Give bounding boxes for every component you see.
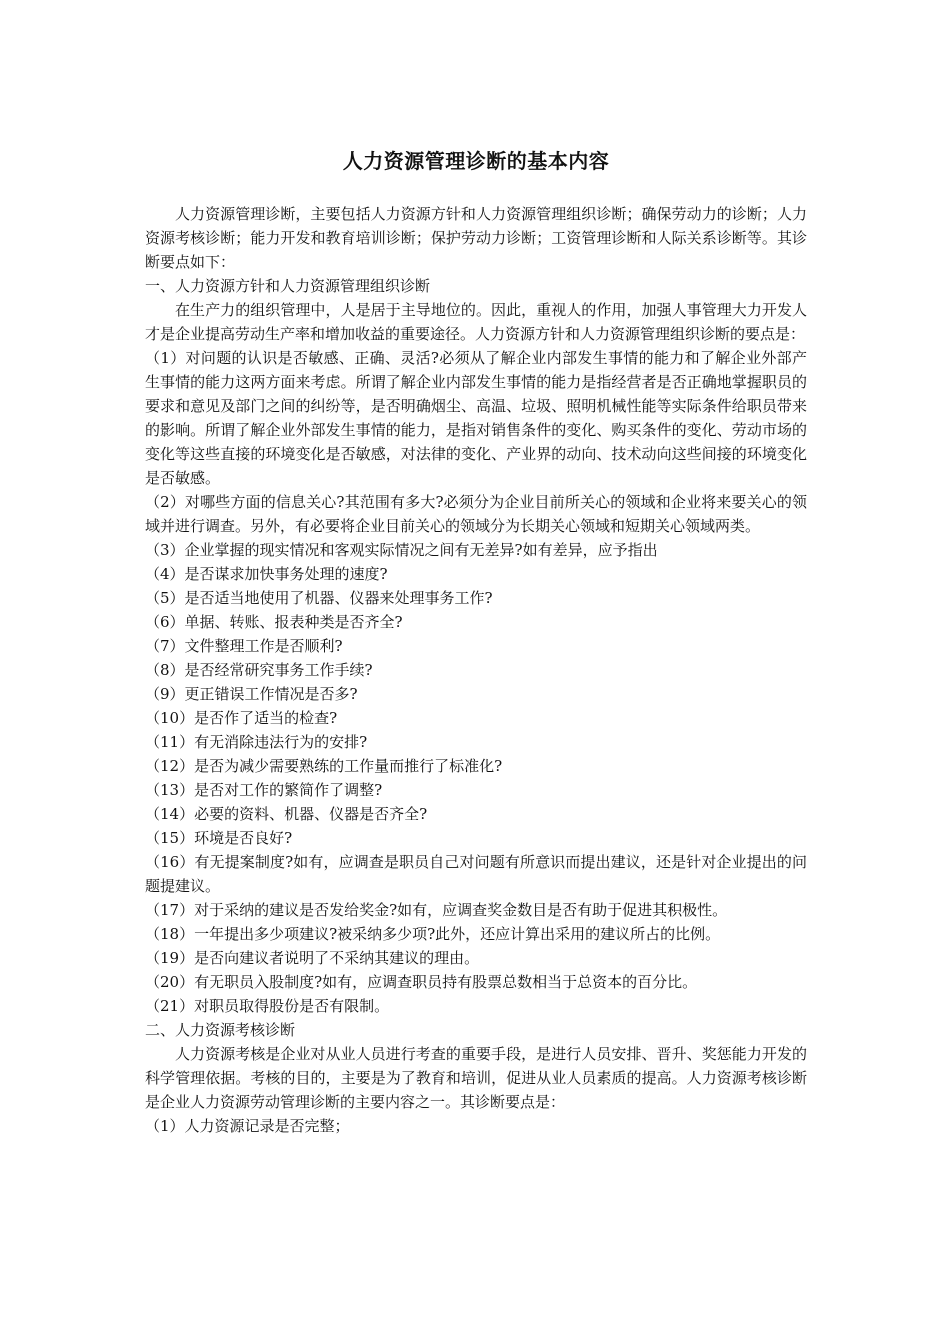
list-item: （1）对问题的认识是否敏感、正确、灵活?必须从了解企业内部发生事情的能力和了解企业外部产生事情的能力这两方面来考虑。所谓了解企业内部发生事情的能力是指经营者是否正确地掌握职员的要求和意见及部门之间的纠纷等，是否明确烟尘、高温、垃圾、照明机械性能等实际条件给职员带来的影响。所谓了解企业外部发生事情的能力，是指对销售条件的变化、购买条件的变化、劳动市场的变化等这些直接的环境变化是否敏感，对法律的变化、产业界的动向、技术动向这些间接的环境变化是否敏感。 xyxy=(145,349,807,487)
section-1-heading: 一、人力资源方针和人力资源管理组织诊断 xyxy=(145,277,431,295)
list-item: （11）有无消除违法行为的安排? xyxy=(145,733,368,751)
list-item: （5）是否适当地使用了机器、仪器来处理事务工作? xyxy=(145,589,493,607)
list-item: （7）文件整理工作是否顺利? xyxy=(145,637,343,655)
list-item: （10）是否作了适当的检查? xyxy=(145,709,338,727)
section-1-paragraph: 在生产力的组织管理中，人是居于主导地位的。因此，重视人的作用，加强人事管理大力开发人才是企业提高劳动生产率和增加收益的重要途径。人力资源方针和人力资源管理组织诊断的要点是： xyxy=(145,301,807,343)
list-item: （15）环境是否良好? xyxy=(145,829,293,847)
document-title: 人力资源管理诊断的基本内容 xyxy=(342,149,610,173)
intro-paragraph: 人力资源管理诊断，主要包括人力资源方针和人力资源管理组织诊断；确保劳动力的诊断；人力资源考核诊断；能力开发和教育培训诊断；保护劳动力诊断；工资管理诊断和人际关系诊断等。其诊断要点如下： xyxy=(145,205,807,271)
list-item: （1）人力资源记录是否完整； xyxy=(145,1117,350,1135)
list-item: （2）对哪些方面的信息关心?其范围有多大?必须分为企业目前所关心的领域和企业将来要关心的领域并进行调查。另外，有必要将企业目前关心的领域分为长期关心领域和短期关心领域两类。 xyxy=(145,493,807,535)
list-item: （6）单据、转账、报表种类是否齐全? xyxy=(145,613,403,631)
list-item: （13）是否对工作的繁简作了调整? xyxy=(145,781,383,799)
document-page xyxy=(145,146,807,1138)
list-item: （18）一年提出多少项建议?被采纳多少项?此外，还应计算出采用的建议所占的比例。 xyxy=(145,925,721,943)
list-item: （14）必要的资料、机器、仪器是否齐全? xyxy=(145,805,428,823)
list-item: （8）是否经常研究事务工作手续? xyxy=(145,661,373,679)
list-item: （17）对于采纳的建议是否发给奖金?如有，应调查奖金数目是否有助于促进其积极性。 xyxy=(145,901,728,919)
list-item: （9）更正错误工作情况是否多? xyxy=(145,685,358,703)
section-1-list xyxy=(145,346,807,1018)
list-item: （16）有无提案制度?如有，应调查是职员自己对问题有所意识而提出建议，还是针对企业提出的问题提建议。 xyxy=(145,853,807,895)
section-2-list xyxy=(145,1114,807,1138)
section-2-heading: 二、人力资源考核诊断 xyxy=(145,1021,296,1039)
section-2-paragraph: 人力资源考核是企业对从业人员进行考查的重要手段，是进行人员安排、晋升、奖惩能力开发的科学管理依据。考核的目的，主要是为了教育和培训，促进从业人员素质的提高。人力资源考核诊断是企业人力资源劳动管理诊断的主要内容之一。其诊断要点是： xyxy=(145,1045,807,1111)
list-item: （12）是否为减少需要熟练的工作量而推行了标准化? xyxy=(145,757,503,775)
list-item: （4）是否谋求加快事务处理的速度? xyxy=(145,565,388,583)
list-item: （20）有无职员入股制度?如有，应调查职员持有股票总数相当于总资本的百分比。 xyxy=(145,973,698,991)
list-item: （21）对职员取得股份是否有限制。 xyxy=(145,997,390,1015)
list-item: （3）企业掌握的现实情况和客观实际情况之间有无差异?如有差异，应予指出 xyxy=(145,541,658,559)
list-item: （19）是否向建议者说明了不采纳其建议的理由。 xyxy=(145,949,480,967)
